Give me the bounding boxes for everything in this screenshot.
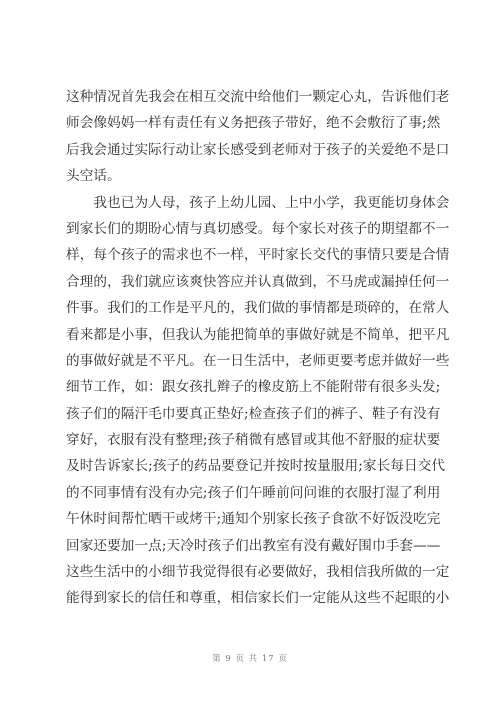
text-line: 午休时间帮忙晒干或烤干;通知个别家长孩子食欲不好饭没吃完 xyxy=(66,511,441,528)
text-line: 这种情况首先我会在相互交流中给他们一颗定心丸，告诉他们老 xyxy=(66,89,450,105)
text-line: 头空话。 xyxy=(66,168,121,185)
text-line: 看来都是小事，但我认为能把简单的事做好就是不简单，把平凡 xyxy=(66,326,450,343)
text-line: 的不同事情有没有办完;孩子们午睡前问问谁的衣服打湿了利用 xyxy=(66,484,441,501)
text-line: 细节工作，如：跟女孩扎辫子的橡皮筋上不能附带有很多头发; xyxy=(66,379,441,396)
text-line: 后我会通过实际行动让家长感受到老师对于孩子的关爱绝不是口 xyxy=(66,141,450,158)
text-line: 及时告诉家长;孩子的药品要登记并按时按量服用;家长每日交代 xyxy=(66,458,446,475)
text-line: 穿好，衣服有没有整理;孩子稍微有感冒或其他不舒服的症状要 xyxy=(66,432,441,449)
text-line: 师会像妈妈一样有责任有义务把孩子带好，绝不会敷衍了事;然 xyxy=(66,115,441,132)
text-line: 这些生活中的小细节我觉得很有必要做好，我相信我所做的一定 xyxy=(66,564,450,581)
text-line: 能得到家长的信任和尊重，相信家长们一定能从这些不起眼的小 xyxy=(66,590,450,607)
text-line: 样，每个孩子的需求也不一样，平时家长交代的事情只要是合情 xyxy=(66,247,450,264)
text-line: 件事。我们的工作是平凡的，我们做的事情都是琐碎的，在常人 xyxy=(66,300,450,317)
text-line: 的事做好就是不平凡。在一日生活中，老师更要考虑并做好一些 xyxy=(66,352,450,369)
text-line: 到家长们的期盼心情与真切感受。每个家长对孩子的期望都不一 xyxy=(66,220,450,237)
text-line: 孩子们的隔汗毛巾要真正垫好;检查孩子们的裤子、鞋子有没有 xyxy=(66,405,441,422)
text-line: 我也已为人母，孩子上幼儿园、上中小学，我更能切身体会 xyxy=(66,194,450,211)
text-line: 回家还要加一点;天冷时孩子们出教室有没有戴好围巾手套—— xyxy=(66,537,441,554)
text-line: 合理的，我们就应该爽快答应并认真做到，不马虎或漏掉任何一 xyxy=(66,273,450,290)
body-text xyxy=(66,84,450,612)
page-number: 第 9 页 共 17 页 xyxy=(212,654,288,664)
